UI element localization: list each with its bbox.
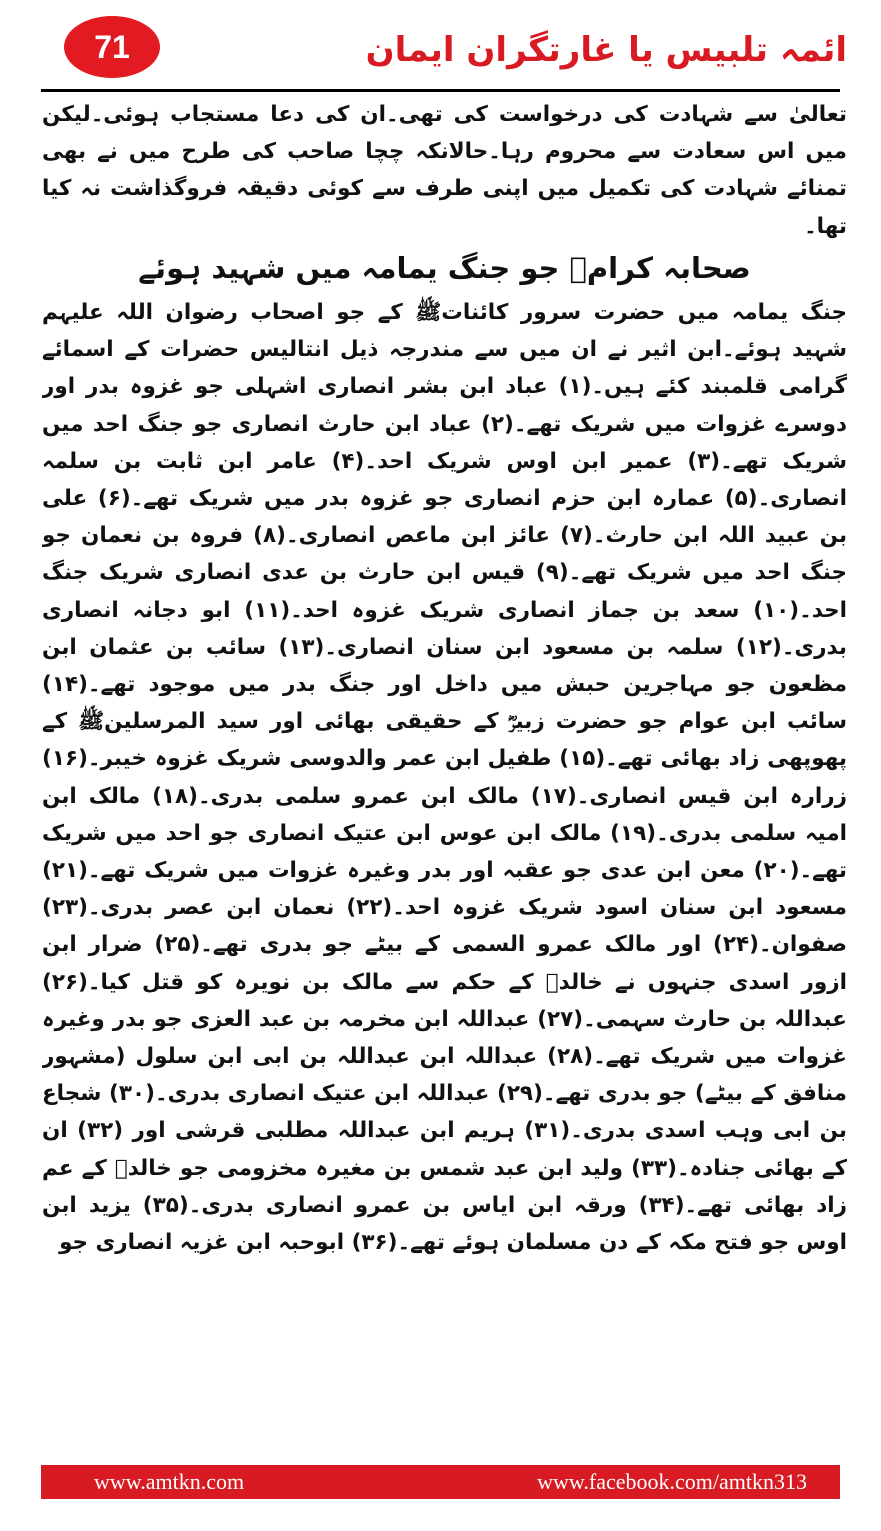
- page-number-badge: 71: [64, 16, 160, 78]
- footer-website-link[interactable]: www.amtkn.com: [94, 1469, 245, 1494]
- footer-bar: [41, 1465, 840, 1499]
- book-title: ائمہ تلبیس یا غارتگران ایمان: [365, 30, 847, 70]
- section-heading: صحابہ کرامؓ جو جنگ یمامہ میں شہید ہوئے: [138, 251, 751, 285]
- header-divider: [41, 89, 840, 92]
- footer-facebook-link[interactable]: www.facebook.com/amtkn313: [537, 1469, 807, 1494]
- paragraph-martyrs-list: جنگ یمامہ میں حضرت سرور کائناتﷺ کے جو اصحاب رضوان اللہ علیہم شہید ہوئے۔ابن اثیر نے ان میں سے مندرجہ ذیل انتالیس حضرات کے اسمائے گرامی قلمبند کئے ہیں۔(۱) عباد ابن بشر انصاری اشہلی جو غزوہ بدر اور دوسرے غزوات میں شریک تھے۔(۲) عباد ابن حارث انصاری جو جنگ احد میں شریک تھے۔(۳) عمیر ابن اوس شریک احد۔(۴) عامر ابن ثابت بن سلمہ انصاری۔(۵) عمارہ ابن حزم انصاری جو غزوہ بدر میں شریک تھے۔(۶) علی بن عبید اللہ ابن حارث۔(۷) عائز ابن ماعص انصاری۔(۸) فروہ بن نعمان جو جنگ احد میں شریک تھے۔(۹) قیس ابن حارث بن عدی انصاری شریک جنگ احد۔(۱۰) سعد بن جماز انصاری شریک غزوہ احد۔(۱۱) ابو دجانہ انصاری بدری۔(۱۲) سلمہ بن مسعود ابن سنان انصاری۔(۱۳) سائب بن عثمان ابن مظعون جو مہاجرین حبش میں داخل اور جنگ بدر میں موجود تھے۔(۱۴) سائب ابن عوام جو حضرت زبیرؓ کے حقیقی بھائی اور سید المرسلینﷺ کے پھوپھی زاد بھائی تھے۔(۱۵) طفیل ابن عمر والدوسی شریک غزوہ خیبر۔(۱۶) زرارہ ابن قیس انصاری۔(۱۷) مالک ابن عمرو سلمی بدری۔(۱۸) مالک ابن امیہ سلمی بدری۔(۱۹) مالک ابن عوس ابن عتیک انصاری جو احد میں شریک تھے۔(۲۰) معن ابن عدی جو عقبہ اور بدر وغیرہ غزوات میں شریک تھے۔(۲۱) مسعود ابن سنان اسود شریک غزوہ احد۔(۲۲) نعمان ابن عصر بدری۔(۲۳) صفوان۔(۲۴) اور مالک عمرو السمی کے بیٹے جو بدری تھے۔(۲۵) ضرار ابن ازور اسدی جنہوں نے خالدؓ کے حکم سے مالک بن نویرہ کو قتل کیا۔(۲۶) عبداللہ بن حارث سہمی۔(۲۷) عبداللہ ابن مخرمہ بن عبد العزی جو بدر وغیرہ غزوات میں شریک تھے۔(۲۸) عبداللہ ابن عبداللہ بن ابی ابن سلول (مشہور منافق کے بیٹے) جو بدری تھے۔(۲۹) عبداللہ ابن عتیک انصاری بدری۔(۳۰) شجاع بن ابی وہب اسدی بدری۔(۳۱) ہریم ابن عبداللہ مطلبی قرشی اور (۳۲) ان کے بھائی جنادہ۔(۳۳) ولید ابن عبد شمس بن مغیرہ مخزومی جو خالدؓ کے عم زاد بھائی تھے۔(۳۴) ورقہ ابن ایاس بن عمرو انصاری بدری۔(۳۵) یزید ابن اوس جو فتح مکہ کے دن مسلمان ہوئے تھے۔(۳۶) ابوحبہ ابن غزیہ انصاری جو: [42, 300, 847, 1256]
- page-body: [42, 96, 847, 1371]
- paragraph-intro: تعالیٰ سے شہادت کی درخواست کی تھی۔ان کی دعا مستجاب ہوئی۔لیکن میں اس سعادت سے محروم رہا۔حالانکہ چچا صاحب کی طرح میں نے بھی تمنائے شہادت کی تکمیل میں اپنی طرف سے کوئی دقیقہ فروگذاشت نہ کیا تھا۔: [42, 102, 847, 239]
